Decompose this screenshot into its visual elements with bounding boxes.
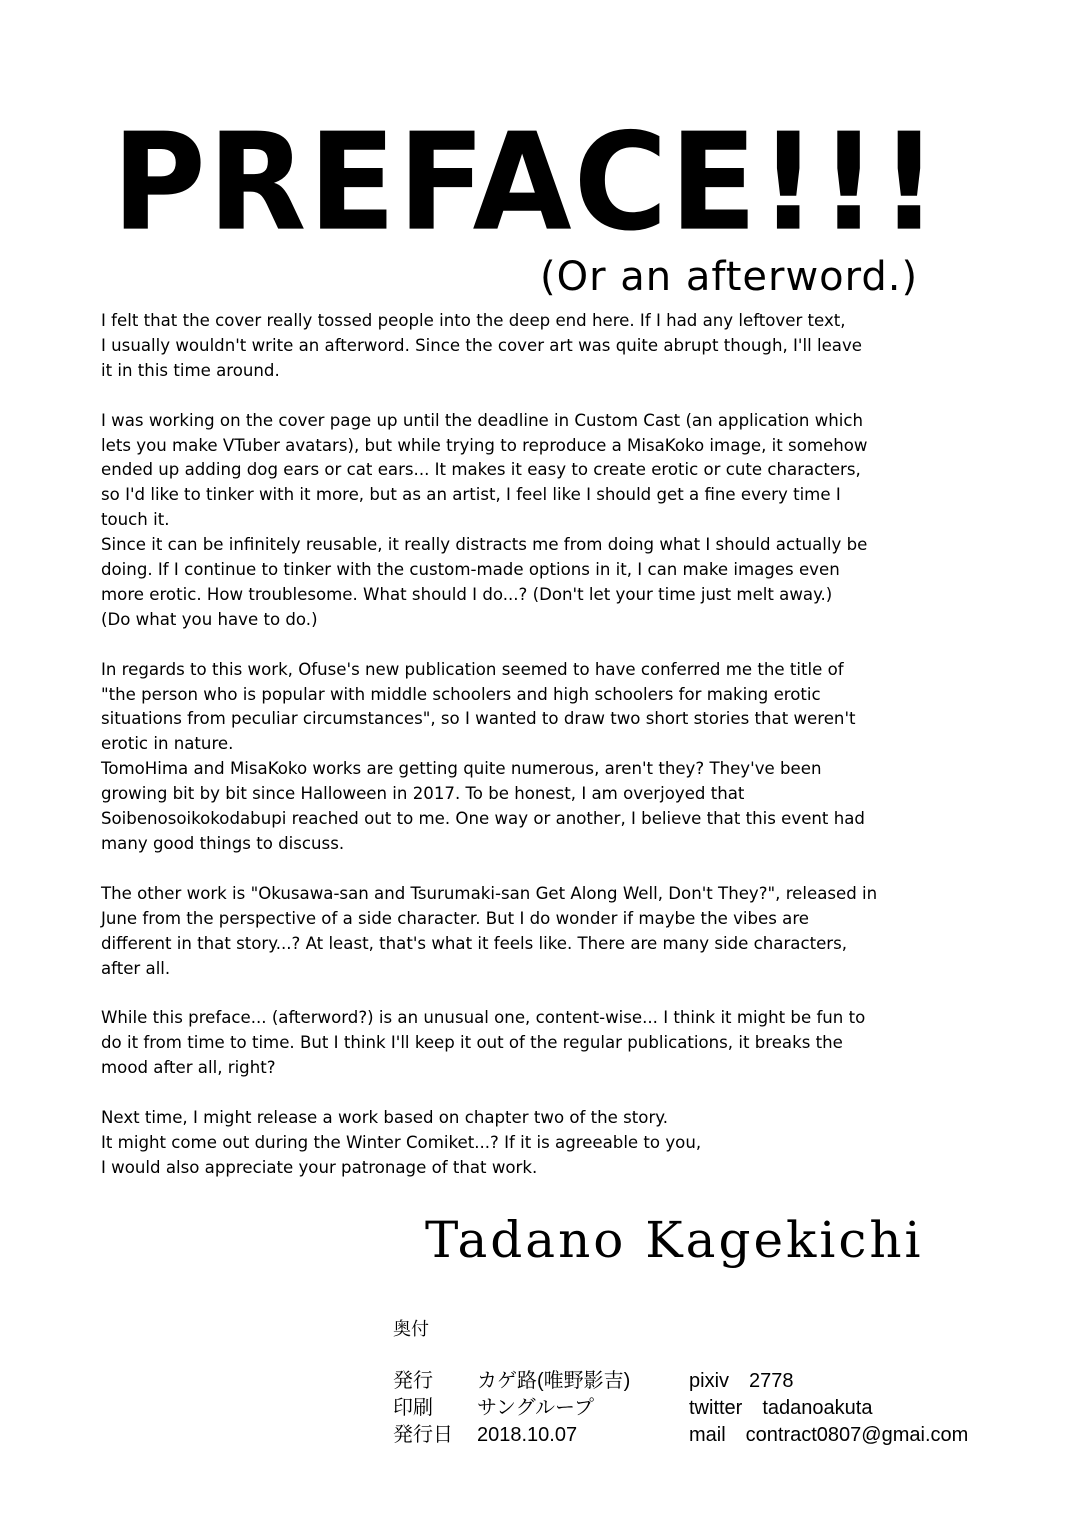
author-signature: Tadano Kagekichi [425,1211,924,1269]
colophon-key: 印刷 [393,1397,433,1419]
paragraph: I felt that the cover really tossed people into the deep end here. If I had any leftover text, I usually wouldn't write an afterword. Since the cover art was quite abrupt though, I'll leave it in this time around. [101,311,862,380]
paragraph: The other work is "Okusawa-san and Tsurumaki-san Get Along Well, Don't They?", released in June from the perspective of a side character. But I do wonder if maybe the vibes are different in that story...? At least, that's what it feels like. There are many side characters, after all. [101,883,878,978]
colophon-contact: pixiv 2778 [689,1370,794,1392]
colophon-value: サングループ [477,1397,594,1419]
colophon-key: 発行 [393,1370,433,1392]
paragraph: TomoHima and MisaKoko works are getting quite numerous, aren't they? They've been growing bit by bit since Halloween in 2017. To be honest, I am overjoyed that Soibenosoikokodabupi reached out to me. One way or another, I believe that this event had many good things to discuss. [101,759,865,853]
colophon-contact: mail contract0807@gmai.com [689,1424,969,1446]
paragraph: Since it can be infinitely reusable, it really distracts me from doing what I should actually be doing. If I continue to tinker with the custom-made options in it, I can make images even more erotic. How troublesome. What should I do...? (Don't let your time just melt away.) (Do what you have to do.) [101,535,868,629]
colophon-value: カゲ路(唯野影吉) [477,1370,631,1392]
colophon-value: 2018.10.07 [477,1424,578,1446]
paragraph: Next time, I might release a work based on chapter two of the story. It might come out during the Winter Comiket...? If it is agreeable to you, I would also appreciate your patronage of that work. [101,1107,702,1177]
colophon-table [393,1368,1029,1449]
colophon-row [393,1395,1029,1422]
preface-body [101,309,981,1181]
page-title: PREFACE!!! [112,104,941,262]
page-subtitle: (Or an afterword.) [540,254,919,300]
colophon-heading: 奥付 [393,1319,429,1340]
paragraph: I was working on the cover page up until the deadline in Custom Cast (an application which lets you make VTuber avatars), but while trying to reproduce a MisaKoko image, it somehow ended up adding dog ears or cat ears... It makes it easy to create erotic or cute characters, so I'd like to tinker with it more, but as an artist, I feel like I should get a fine every time I touch it. [101,410,868,530]
paragraph: While this preface... (afterword?) is an unusual one, content-wise... I think it might be fun to do it from time to time. But I think I'll keep it out of the regular publications, it breaks the mood after all, right? [101,1008,866,1078]
paragraph: In regards to this work, Ofuse's new publication seemed to have conferred me the title of "the person who is popular with middle schoolers and high schoolers for making erotic situations from peculiar circumstances", so I wanted to draw two short stories that weren't erotic in nature. [101,659,856,754]
colophon-row [393,1368,1029,1395]
colophon-key: 発行日 [393,1424,453,1446]
colophon-row [393,1422,1029,1449]
colophon-contact: twitter tadanoakuta [689,1397,873,1419]
